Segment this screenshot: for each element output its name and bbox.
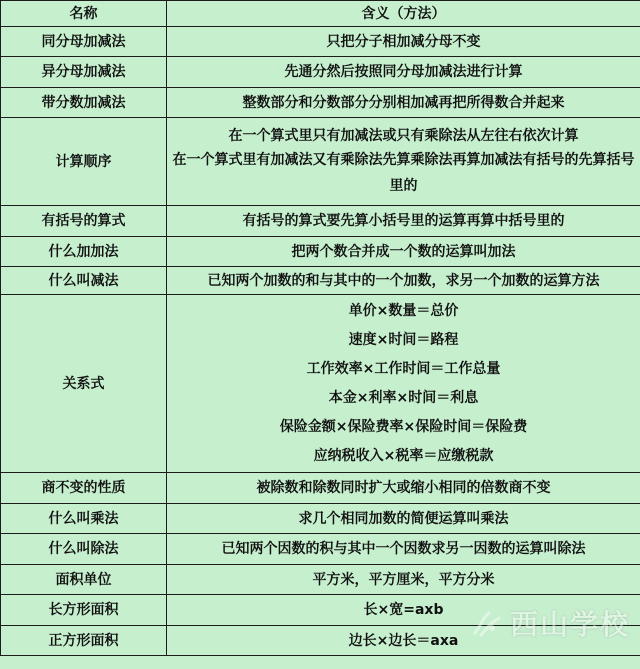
term-meaning: 把两个数合并成一个数的运算叫加法 (167, 237, 640, 267)
header-row (1, 1, 640, 27)
table-row (1, 237, 640, 267)
term-name: 什么叫除法 (1, 534, 167, 565)
table-row (1, 267, 640, 295)
term-name: 同分母加减法 (1, 27, 167, 57)
table-row (1, 565, 640, 595)
term-meaning: 整数部分和分数部分分别相加减再把所得数合并起来 (167, 88, 640, 118)
table-row (1, 57, 640, 88)
term-meaning (167, 118, 640, 206)
term-name: 长方形面积 (1, 595, 167, 626)
term-name: 有括号的算式 (1, 206, 167, 237)
formula-line: 应纳税收入×税率＝应缴税款 (313, 447, 494, 464)
term-meaning: 长×宽=axb (167, 595, 640, 626)
term-name: 什么叫乘法 (1, 504, 167, 534)
term-name: 带分数加减法 (1, 88, 167, 118)
term-name: 商不变的性质 (1, 473, 167, 504)
term-meaning: 只把分子相加减分母不变 (167, 27, 640, 57)
header-name: 名称 (1, 1, 167, 27)
school-logo-icon (470, 608, 504, 638)
watermark (470, 603, 630, 643)
table-row (1, 88, 640, 118)
term-name: 关系式 (1, 295, 167, 473)
watermark-text: 西山学校 (509, 608, 630, 641)
term-name: 什么加加法 (1, 237, 167, 267)
term-meaning (167, 295, 640, 473)
formula-line: 工作效率×工作时间＝工作总量 (306, 360, 501, 377)
term-meaning: 平方米，平方厘米，平方分米 (167, 565, 640, 595)
table-row (1, 118, 640, 206)
table-row (1, 295, 640, 473)
term-meaning: 先通分然后按照同分母加减法进行计算 (167, 57, 640, 88)
table-row (1, 206, 640, 237)
term-name: 面积单位 (1, 565, 167, 595)
table-row (1, 534, 640, 565)
formula-line: 速度×时间＝路程 (348, 331, 459, 348)
table-row (1, 27, 640, 57)
formula-line: 单价×数量＝总价 (348, 302, 459, 319)
term-name: 正方形面积 (1, 626, 167, 656)
term-name: 异分母加减法 (1, 57, 167, 88)
term-meaning: 被除数和除数同时扩大或缩小相同的倍数商不变 (167, 473, 640, 504)
meaning-line: 在一个算式里有加减法又有乘除法先算乘除法再算加减法有括号的先算括号里的 (172, 151, 635, 194)
term-name: 计算顺序 (1, 118, 167, 206)
term-meaning: 已知两个因数的积与其中一个因数求另一因数的运算叫除法 (167, 534, 640, 565)
table-row (1, 504, 640, 534)
header-meaning: 含义（方法） (167, 1, 640, 27)
meaning-line: 在一个算式里只有加减法或只有乘除法从左往右依次计算 (228, 127, 579, 144)
formula-line: 保险金额×保险费率×保险时间＝保险费 (279, 418, 528, 435)
term-name: 什么叫减法 (1, 267, 167, 295)
formula-line: 本金×利率×时间＝利息 (328, 389, 479, 406)
term-meaning: 有括号的算式要先算小括号里的运算再算中括号里的 (167, 206, 640, 237)
table-row (1, 473, 640, 504)
term-meaning: 边长×边长＝axa (167, 626, 640, 656)
term-meaning: 已知两个加数的和与其中的一个加数，求另一个加数的运算方法 (167, 267, 640, 295)
term-meaning: 求几个相同加数的简便运算叫乘法 (167, 504, 640, 534)
